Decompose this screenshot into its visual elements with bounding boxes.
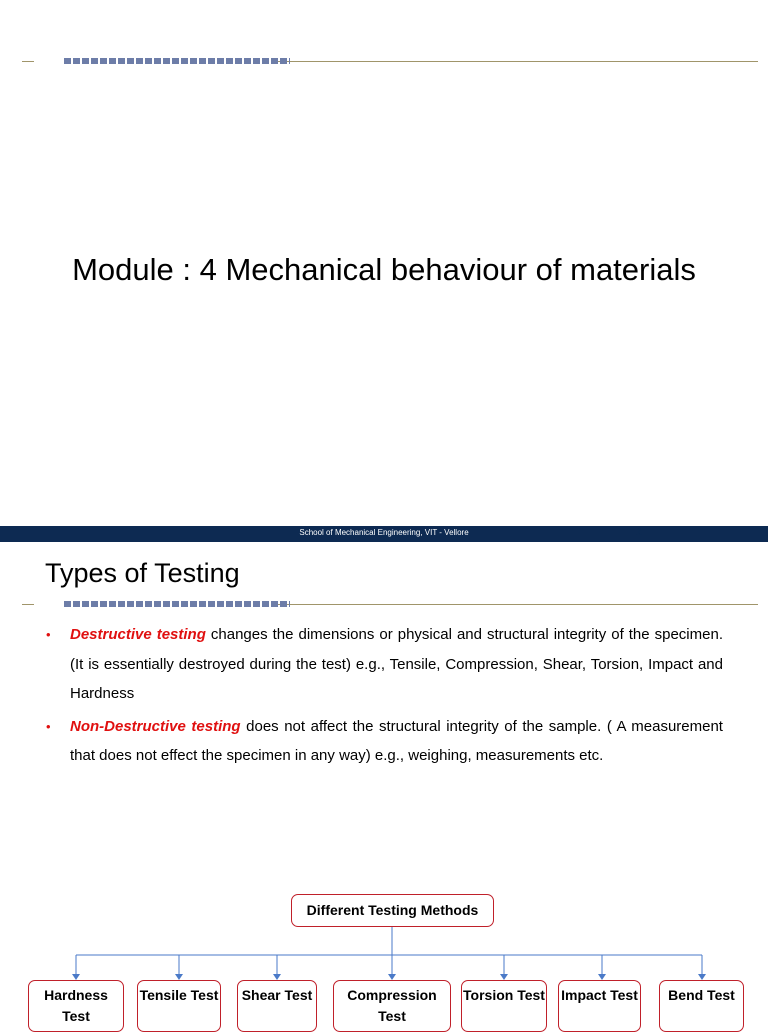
node-impact-test: Impact Test [558,980,641,1032]
node-tensile-test: Tensile Test [137,980,221,1032]
slide-title: Types of Testing [45,558,240,588]
rule-dash [22,61,34,62]
page-number: 1 [636,526,643,538]
bullet-dot-icon: • [46,718,51,734]
node-hardness-test: Hardness Test [28,980,124,1032]
rule-line [272,604,758,605]
footer-text: School of Mechanical Engineering, VIT - Vellore [299,528,469,537]
root-node: Different Testing Methods [291,894,494,927]
rule-line [272,61,758,62]
node-shear-test: Shear Test [237,980,317,1032]
slide-footer [0,526,768,542]
node-compression-test: Compression Test [333,980,451,1032]
testing-methods-diagram [0,882,768,1032]
node-torsion-test: Torsion Test [461,980,547,1032]
rule-dots [64,58,290,64]
header-rule [22,603,758,607]
bullet-text: changes the dimensions or physical and structural integrity of the specimen. (It is essentially destroyed during the test) e.g., Tensile, Compression, Shear, Torsion, Impact and Hardness [70,626,723,702]
module-title: Module : 4 Mechanical behaviour of materials [72,252,696,287]
bullet-item [46,712,723,771]
bullet-item [46,620,723,709]
rule-dots [64,601,290,607]
bullet-dot-icon: • [46,627,51,642]
header-rule [22,60,758,64]
bullet-term: Non-Destructive testing [70,717,241,735]
bullet-list [46,620,723,774]
bullet-text: does not affect the structural integrity of the sample. ( A measurement that does not effect the specimen in any way) e.g., weighing, measurements etc. [70,717,723,764]
node-bend-test: Bend Test [659,980,744,1032]
bullet-term: Destructive testing [70,626,206,643]
content-slide [0,542,768,1024]
rule-dash [22,604,34,605]
